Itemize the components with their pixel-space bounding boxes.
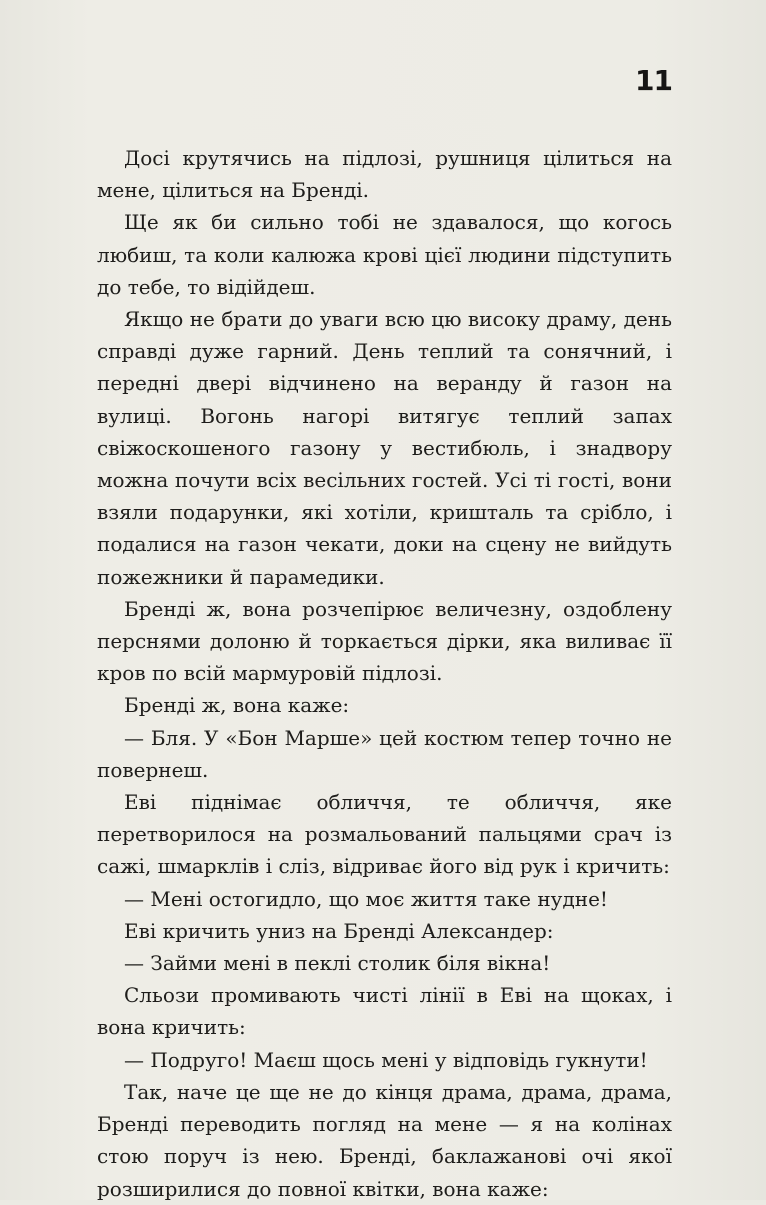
dialogue-line: — Займи мені в пеклі столик біля вікна! <box>124 951 551 976</box>
paragraph: Сльози промивають чисті лінії в Еві на щоках, і вона кричить: <box>97 983 672 1040</box>
dialogue-line: — Мені остогидло, що моє життя таке нудне! <box>124 886 608 911</box>
paragraph: Бренді ж, вона розчепірює величезну, оздоблену перснями долоню й торкається дірки, яка виливає її кров по всій мармуровій підлозі. <box>97 596 672 686</box>
page-number: 11 <box>635 64 672 97</box>
paragraph: Бренді ж, вона каже: <box>124 693 350 718</box>
paragraph: Досі крутячись на підлозі, рушниця цілиться на мене, цілиться на Бренді. <box>97 146 672 203</box>
body-text <box>97 142 672 1205</box>
paragraph: Так, наче це ще не до кінця драма, драма, драма, Бренді переводить погляд на мене — я на колінах стою поруч із нею. Бренді, баклажанові очі якої розширилися до повної квітки, вона каже: <box>97 1079 672 1201</box>
paragraph: Еві кричить униз на Бренді Александер: <box>124 918 554 943</box>
dialogue-line: — Бля. У «Бон Марше» цей костюм тепер точно не повернеш. <box>97 725 672 782</box>
paragraph: Ще як би сильно тобі не здавалося, що когось любиш, та коли калюжа крові цієї людини підступить до тебе, то відійдеш. <box>97 210 672 299</box>
paragraph: Еві піднімає обличчя, те обличчя, яке перетворилося на розмальований пальцями срач із сажі, шмарклів і сліз, відриває його від рук і кричить: <box>97 790 672 879</box>
paragraph: Якщо не брати до уваги всю цю високу драму, день справді дуже гарний. День теплий та сонячний, і передні двері відчинено на веранду й газон на вулиці. Вогонь нагорі витягує теплий запах свіжоскошеного газону у вестибюль, і знадвору можна почути всіх весільних гостей. Усі ті гості, вони взяли подарунки, які хотіли, кришталь та срібло, і подалися на газон чекати, доки на сцену не вийдуть пожежники й парамедики. <box>97 307 672 589</box>
dialogue-line: — Подруго! Маєш щось мені у відповідь гукнути! <box>124 1047 648 1072</box>
